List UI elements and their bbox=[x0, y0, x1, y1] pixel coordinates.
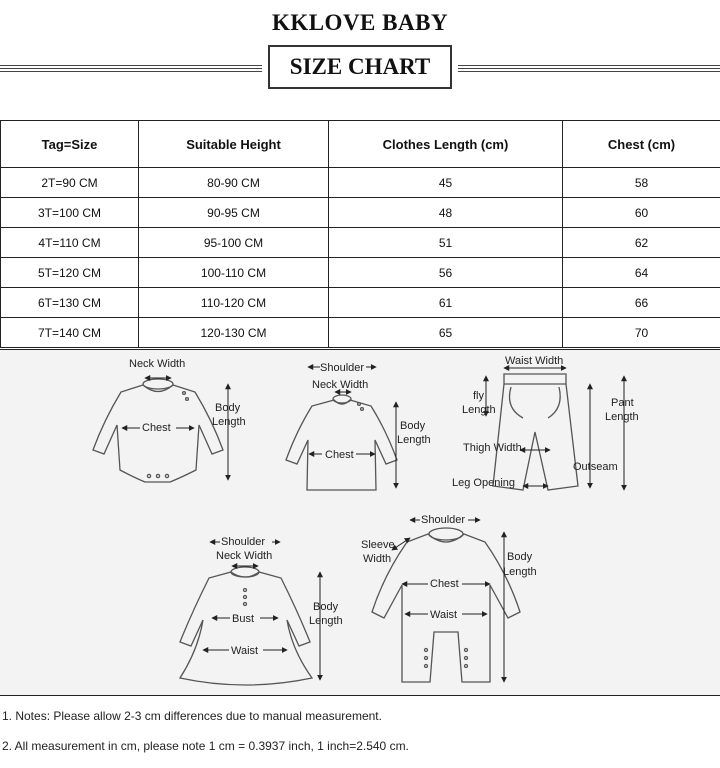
title-rule-right-mid bbox=[458, 68, 720, 69]
shirt-body-label: Body bbox=[400, 420, 426, 432]
title-rule-left-mid bbox=[0, 68, 262, 69]
romper-chest-label: Chest bbox=[430, 578, 459, 590]
cell-size: 4T=110 CM bbox=[1, 228, 139, 258]
dress-length-label: Length bbox=[309, 615, 343, 627]
romper-width-label: Width bbox=[363, 553, 392, 565]
dress-body-label: Body bbox=[313, 601, 339, 613]
measurement-illustrations bbox=[0, 350, 720, 695]
cell-clothes-length: 48 bbox=[329, 198, 563, 228]
bodysuit-chest-label: Chest bbox=[142, 422, 171, 434]
pants-pant-length-label: Length bbox=[605, 411, 639, 423]
romper-illustration bbox=[372, 528, 520, 682]
cell-chest: 70 bbox=[563, 318, 720, 348]
pants-outseam-label: Outseam bbox=[573, 461, 618, 473]
pants-leg-opening-label: Leg Opening bbox=[452, 477, 515, 489]
cell-height: 90-95 CM bbox=[139, 198, 329, 228]
note-tolerance: 1. Notes: Please allow 2-3 cm differences due to manual measurement. bbox=[2, 709, 382, 723]
cell-height: 95-100 CM bbox=[139, 228, 329, 258]
bodysuit-neck-width-label: Neck Width bbox=[129, 358, 186, 370]
cell-size: 3T=100 CM bbox=[1, 198, 139, 228]
cell-chest: 62 bbox=[563, 228, 720, 258]
column-header-size: Tag=Size bbox=[1, 121, 139, 168]
cell-chest: 60 bbox=[563, 198, 720, 228]
cell-height: 120-130 CM bbox=[139, 318, 329, 348]
column-header-clothes-length: Clothes Length (cm) bbox=[329, 121, 563, 168]
table-row bbox=[1, 288, 720, 318]
cell-size: 6T=130 CM bbox=[1, 288, 139, 318]
table-row bbox=[1, 258, 720, 288]
brand-name: KKLOVE BABY bbox=[271, 10, 449, 35]
bodysuit-length-label: Length bbox=[212, 416, 246, 428]
note-unit-conversion: 2. All measurement in cm, please note 1 cm = 0.3937 inch, 1 inch=2.540 cm. bbox=[2, 739, 409, 753]
pants-waist-width-label: Waist Width bbox=[505, 355, 564, 367]
cell-clothes-length: 61 bbox=[329, 288, 563, 318]
pants-pant-label: Pant bbox=[611, 397, 634, 409]
cell-chest: 64 bbox=[563, 258, 720, 288]
dress-bust-label: Bust bbox=[232, 613, 255, 625]
romper-body-label: Body bbox=[507, 551, 533, 563]
cell-clothes-length: 51 bbox=[329, 228, 563, 258]
title-rule-right-bottom bbox=[458, 71, 720, 72]
cell-clothes-length: 45 bbox=[329, 168, 563, 198]
cell-chest: 58 bbox=[563, 168, 720, 198]
measurement-arrows bbox=[122, 367, 624, 682]
table-row bbox=[1, 168, 720, 198]
cell-chest: 66 bbox=[563, 288, 720, 318]
title-rule-left-bottom bbox=[0, 71, 262, 72]
bodysuit-body-label: Body bbox=[215, 402, 241, 414]
dress-illustration bbox=[180, 567, 312, 685]
dress-waist-label: Waist bbox=[231, 645, 259, 657]
table-row bbox=[1, 228, 720, 258]
table-row bbox=[1, 198, 720, 228]
romper-shoulder-label: Shoulder bbox=[421, 514, 466, 526]
romper-length-label: Length bbox=[503, 566, 537, 578]
shirt-illustration bbox=[286, 395, 397, 490]
dress-shoulder-label: Shoulder bbox=[221, 536, 266, 548]
pants-fly-length-label: Length bbox=[462, 404, 496, 416]
title-rule-right-top bbox=[458, 65, 720, 66]
pants-thigh-width-label: Thigh Width bbox=[463, 442, 522, 454]
cell-height: 80-90 CM bbox=[139, 168, 329, 198]
dress-neck-width-label: Neck Width bbox=[216, 550, 273, 562]
cell-height: 110-120 CM bbox=[139, 288, 329, 318]
cell-height: 100-110 CM bbox=[139, 258, 329, 288]
pants-illustration bbox=[493, 374, 578, 490]
cell-size: 2T=90 CM bbox=[1, 168, 139, 198]
shirt-length-label: Length bbox=[397, 434, 431, 446]
romper-waist-label: Waist bbox=[430, 609, 458, 621]
romper-sleeve-label: Sleeve bbox=[361, 539, 395, 551]
cell-clothes-length: 65 bbox=[329, 318, 563, 348]
cell-clothes-length: 56 bbox=[329, 258, 563, 288]
column-header-height: Suitable Height bbox=[139, 121, 329, 168]
table-header-row bbox=[1, 121, 720, 168]
column-header-chest: Chest (cm) bbox=[563, 121, 720, 168]
size-chart-title: SIZE CHART bbox=[268, 45, 452, 89]
cell-size: 7T=140 CM bbox=[1, 318, 139, 348]
shirt-shoulder-label: Shoulder bbox=[320, 362, 365, 374]
pants-fly-label: fly bbox=[473, 390, 484, 402]
size-table bbox=[0, 120, 720, 348]
table-row bbox=[1, 318, 720, 348]
title-rule-left-top bbox=[0, 65, 262, 66]
shirt-chest-label: Chest bbox=[325, 449, 354, 461]
measurement-diagrams bbox=[0, 349, 720, 696]
cell-size: 5T=120 CM bbox=[1, 258, 139, 288]
shirt-neck-width-label: Neck Width bbox=[312, 379, 369, 391]
